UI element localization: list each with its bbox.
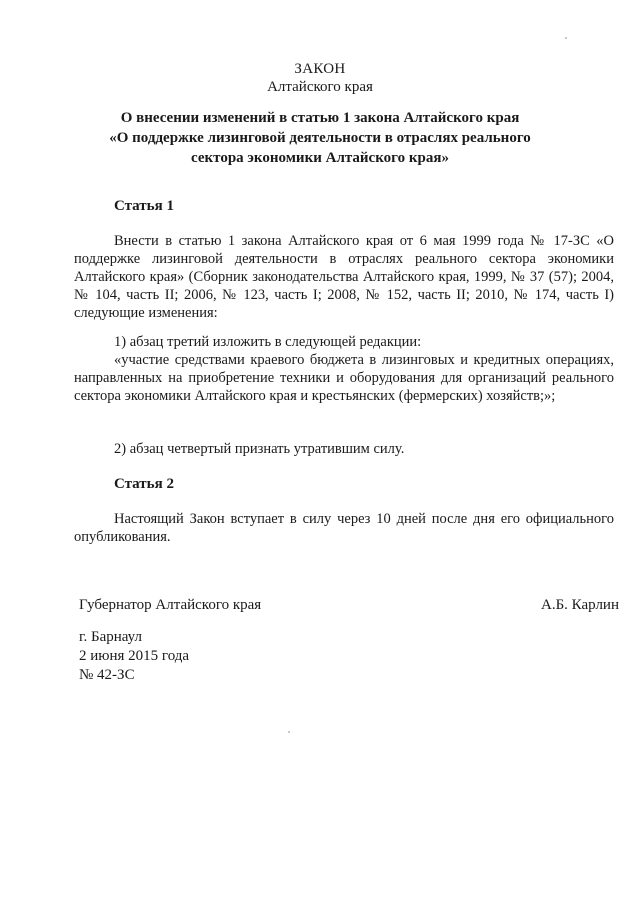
article-2-text: Настоящий Закон вступает в силу через 10 дней после дня его официального опубликования. (74, 511, 614, 545)
article-1-intro: Внести в статью 1 закона Алтайского края от 6 мая 1999 года № 17-ЗС «О поддержке лизинговой деятельности в отраслях реального сектора экономики Алтайского края» (Сборник законодательства Алтайского края, 1999, № 37 (57); 2004, № 104, часть II; 2006, № 123, часть I; 2008, № 152, часть II; 2010, № 174, часть I) следующие изменения: (74, 233, 614, 321)
region-name: Алтайского края (267, 79, 373, 95)
article-2-body (74, 510, 614, 546)
law-number: № 42-ЗС (79, 667, 135, 683)
title-line-1: О внесении изменений в статью 1 закона Алтайского края (120, 110, 520, 126)
signatory-position: Губернатор Алтайского края (79, 597, 262, 613)
law-word: ЗАКОН (294, 61, 346, 77)
article-1-item-2-block (74, 440, 614, 458)
title-line-2: «О поддержке лизинговой деятельности в отраслях реального (109, 130, 531, 146)
document-title (0, 108, 640, 168)
article-2-heading: Статья 2 (114, 476, 174, 492)
signatory-name: А.Б. Карлин (540, 597, 619, 613)
article-1-body (74, 232, 614, 322)
article-1-heading: Статья 1 (114, 198, 174, 214)
scan-speck (288, 731, 290, 733)
signature-row (79, 597, 619, 614)
article-1-item-1-quote: «участие средствами краевого бюджета в лизинговых и кредитных операциях, направленных на приобретение техники и оборудования для организаций реального сектора экономики Алтайского края и крестьянских (фермерских) хозяйств;»; (74, 352, 614, 404)
scan-speck (565, 37, 567, 39)
article-1-item-1: 1) абзац третий изложить в следующей редакции: (114, 334, 422, 350)
place-date-number (79, 628, 189, 685)
title-line-3: сектора экономики Алтайского края» (191, 150, 449, 166)
article-1-item-2: 2) абзац четвертый признать утратившим силу. (114, 441, 405, 457)
city: г. Барнаул (79, 629, 142, 645)
article-1-items (74, 333, 614, 405)
date: 2 июня 2015 года (79, 648, 190, 664)
